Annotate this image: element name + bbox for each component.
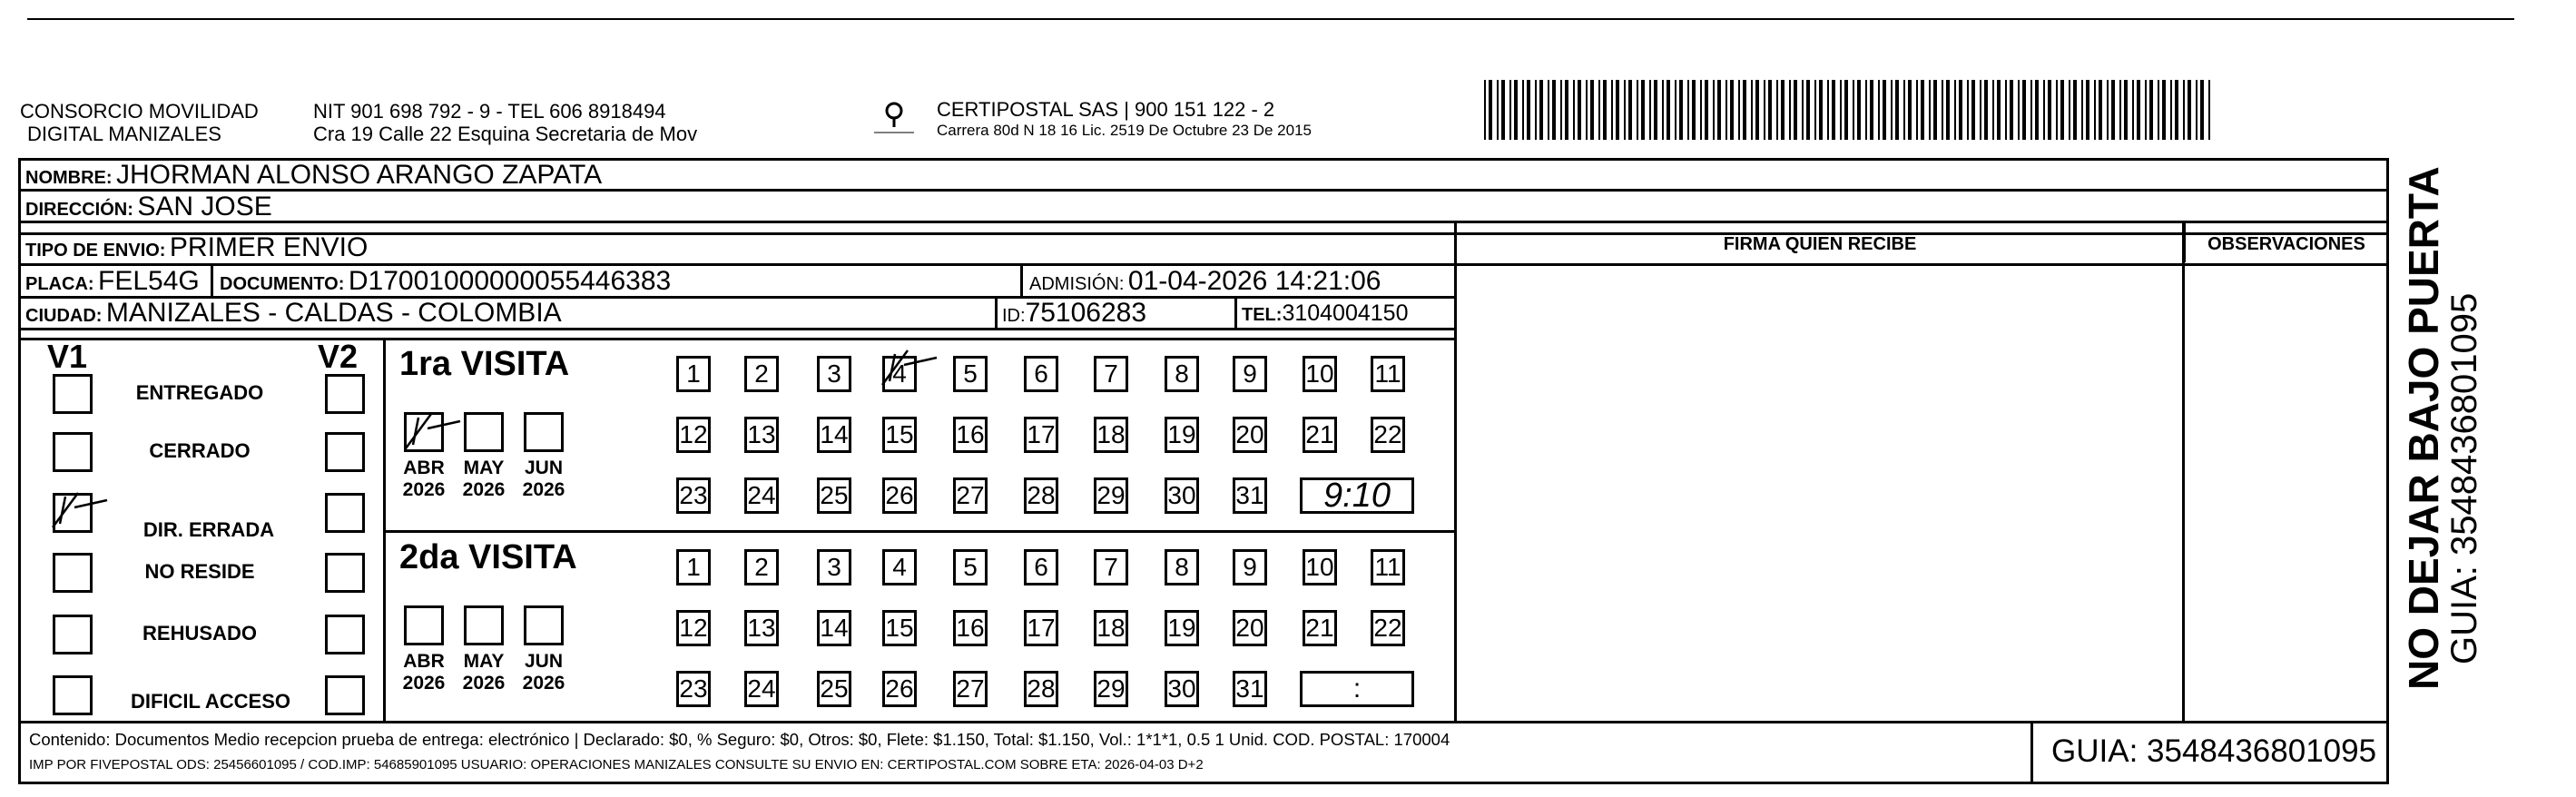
day-box[interactable]: 5	[953, 356, 988, 392]
obs-divider	[2182, 221, 2185, 723]
barcode-bar	[1929, 80, 1931, 140]
barcode-bar	[2094, 80, 2096, 140]
day-box[interactable]: 31	[1233, 671, 1267, 707]
visit-divider	[383, 338, 386, 721]
month-checkbox[interactable]	[464, 412, 504, 452]
day-box[interactable]: 1	[676, 356, 711, 392]
barcode-bar	[2208, 80, 2210, 140]
tel-field	[1242, 300, 1408, 327]
id-value: 75106283	[1025, 298, 1147, 328]
admision-field	[1029, 266, 1381, 297]
barcode-bar	[1548, 80, 1549, 140]
day-box[interactable]: 22	[1371, 417, 1405, 453]
sender-name	[20, 100, 259, 145]
barcode-bar	[2035, 80, 2039, 140]
status-label: DIR. ERRADA	[143, 518, 275, 541]
barcode-bar	[1895, 80, 1899, 140]
day-box[interactable]: 16	[953, 610, 988, 646]
id-divider	[995, 296, 998, 329]
placa-label: PLACA:	[25, 274, 94, 294]
month-name: JUN	[524, 651, 563, 672]
guia-divider	[2030, 721, 2033, 784]
courier-line-2: Carrera 80d N 18 16 Lic. 2519 De Octubre 23 De 2015	[937, 122, 1312, 139]
day-box[interactable]: 10	[1303, 356, 1337, 392]
v2-checkbox[interactable]	[325, 374, 365, 414]
placa-divider	[211, 263, 213, 296]
v1-checkbox[interactable]	[53, 675, 93, 715]
barcode-bar	[2048, 80, 2051, 140]
barcode-bar	[1641, 80, 1645, 140]
barcode-bar	[2183, 80, 2185, 140]
barcode-bar	[1573, 80, 1575, 140]
barcode-bar	[1598, 80, 1600, 140]
barcode-bar	[1908, 80, 1912, 140]
barcode-bar	[1603, 80, 1607, 140]
row-line	[18, 221, 2389, 223]
direccion-label: DIRECCIÓN:	[25, 200, 133, 220]
day-box[interactable]: 29	[1094, 671, 1128, 707]
tipo-row	[25, 232, 368, 263]
visit-separator	[383, 530, 1456, 533]
barcode-bar	[2022, 80, 2026, 140]
day-box[interactable]: 8	[1165, 549, 1199, 585]
month-label	[516, 651, 571, 694]
top-rule	[27, 18, 2514, 20]
day-box[interactable]: 4	[882, 356, 917, 392]
barcode-bar	[1662, 80, 1664, 140]
barcode-bar	[1857, 80, 1861, 140]
barcode-bar	[1997, 80, 2001, 140]
barcode-bar	[1971, 80, 1975, 140]
barcode-bar	[2099, 80, 2102, 140]
barcode-bar	[1827, 80, 1829, 140]
barcode-bar	[1565, 80, 1568, 140]
barcode-bar	[1738, 80, 1740, 140]
barcode-bar	[1933, 80, 1937, 140]
barcode	[1484, 80, 2215, 144]
barcode-bar	[1726, 80, 1727, 140]
time-box[interactable]: 9:10	[1300, 477, 1414, 514]
barcode-bar	[1552, 80, 1556, 140]
day-box[interactable]: 19	[1165, 417, 1199, 453]
no-dejar-warning: NO DEJAR BAJO PUERTA	[2400, 166, 2447, 690]
barcode-bar	[2043, 80, 2045, 140]
courier-line-1: CERTIPOSTAL SAS | 900 151 122 - 2	[937, 98, 1275, 121]
day-box[interactable]: 6	[1024, 549, 1058, 585]
month-checkbox[interactable]	[464, 605, 504, 645]
barcode-bar	[2200, 80, 2204, 140]
barcode-bar	[1853, 80, 1854, 140]
barcode-bar	[1497, 80, 1499, 140]
day-box[interactable]: 23	[676, 671, 711, 707]
month-year: 2026	[462, 479, 506, 500]
day-box[interactable]: 20	[1233, 417, 1267, 453]
day-box[interactable]: 15	[882, 417, 917, 453]
barcode-bar	[1522, 80, 1524, 140]
month-name: ABR	[403, 458, 445, 478]
barcode-bar	[2086, 80, 2089, 140]
month-year: 2026	[462, 673, 506, 694]
ciudad-label: CIUDAD:	[25, 306, 103, 326]
barcode-bar	[2170, 80, 2172, 140]
day-box[interactable]: 19	[1165, 610, 1199, 646]
barcode-bar	[2081, 80, 2083, 140]
side-guia: GUIA: 3548436801095	[2444, 292, 2484, 664]
barcode-bar	[1819, 80, 1823, 140]
nit-line: NIT 901 698 792 - 9 - TEL 606 8918494	[313, 100, 666, 123]
day-box[interactable]: 20	[1233, 610, 1267, 646]
nombre-row	[25, 160, 602, 191]
month-name: MAY	[463, 458, 505, 478]
ciudad-field	[25, 298, 562, 329]
header-underline	[1454, 263, 2389, 266]
day-box[interactable]: 23	[676, 477, 711, 514]
day-box[interactable]: 13	[744, 610, 779, 646]
barcode-bar	[2188, 80, 2191, 140]
v1-checkbox[interactable]	[53, 374, 93, 414]
day-check-mark	[877, 345, 940, 390]
barcode-bar	[1654, 80, 1657, 140]
day-box[interactable]: 30	[1165, 477, 1199, 514]
day-box[interactable]: 26	[882, 477, 917, 514]
barcode-bar	[1921, 80, 1924, 140]
barcode-bar	[1578, 80, 1581, 140]
day-box[interactable]: 22	[1371, 610, 1405, 646]
barcode-bar	[1984, 80, 1988, 140]
day-box[interactable]: 15	[882, 610, 917, 646]
day-box[interactable]: 12	[676, 417, 711, 453]
month-name: JUN	[524, 458, 563, 478]
barcode-bar	[1832, 80, 1835, 140]
id-label: ID:	[1002, 306, 1026, 326]
day-box[interactable]: 25	[817, 477, 851, 514]
month-year: 2026	[402, 479, 446, 500]
day-box[interactable]: 27	[953, 477, 988, 514]
nombre-value: JHORMAN ALONSO ARANGO ZAPATA	[116, 160, 603, 190]
barcode-bar	[1535, 80, 1537, 140]
barcode-bar	[2119, 80, 2121, 140]
sender-line-1: CONSORCIO MOVILIDAD	[20, 100, 259, 123]
barcode-bar	[2073, 80, 2077, 140]
documento-value: D17001000000055446383	[348, 266, 672, 296]
barcode-bar	[1679, 80, 1683, 140]
id-field	[1002, 298, 1146, 329]
month-checkbox[interactable]	[524, 605, 564, 645]
guia-box: GUIA: 3548436801095	[2051, 733, 2377, 769]
month-label	[397, 651, 451, 694]
obs-divider-top	[2183, 221, 2186, 262]
barcode-bar	[2175, 80, 2178, 140]
documento-label: DOCUMENTO:	[220, 274, 345, 294]
status-label: CERRADO	[149, 439, 251, 462]
direccion-value: SAN JOSE	[137, 192, 272, 221]
tel-divider	[1234, 296, 1237, 329]
barcode-bar	[1586, 80, 1588, 140]
v2-checkbox[interactable]	[325, 553, 365, 593]
day-box[interactable]: 24	[744, 477, 779, 514]
status-label: DIFICIL ACCESO	[130, 690, 290, 713]
month-year: 2026	[402, 673, 446, 694]
barcode-bar	[2132, 80, 2134, 140]
barcode-bar	[1959, 80, 1962, 140]
month-label	[516, 458, 571, 501]
day-box[interactable]: 17	[1024, 610, 1058, 646]
barcode-bar	[1637, 80, 1638, 140]
tel-value: 3104004150	[1282, 300, 1409, 326]
contenido-text: Contenido: Documentos Medio recepcion prueba de entrega: electrónico | Declarado: $0, % Seguro: $0, Otros: $0, Flete: $1.150, Total: $1.150, Vol.: 1*1*1, 0.5 1 Unid. COD. POSTAL: 170004	[29, 730, 1450, 749]
barcode-bar	[1980, 80, 1981, 140]
v1-check-mark	[47, 487, 111, 533]
day-box[interactable]: 3	[817, 549, 851, 585]
barcode-bar	[1768, 80, 1772, 140]
day-box[interactable]: 12	[676, 610, 711, 646]
day-box[interactable]: 26	[882, 671, 917, 707]
barcode-bar	[1743, 80, 1746, 140]
day-box[interactable]: 4	[882, 549, 917, 585]
barcode-bar	[1802, 80, 1804, 140]
day-box[interactable]: 9	[1233, 356, 1267, 392]
day-box[interactable]: 8	[1165, 356, 1199, 392]
barcode-bar	[1806, 80, 1810, 140]
barcode-bar	[1700, 80, 1702, 140]
day-box[interactable]: 16	[953, 417, 988, 453]
day-box[interactable]: 28	[1024, 671, 1058, 707]
day-box[interactable]: 2	[744, 549, 779, 585]
barcode-bar	[1489, 80, 1492, 140]
direccion-row	[25, 192, 272, 222]
barcode-bar	[1840, 80, 1842, 140]
day-box[interactable]: 18	[1094, 610, 1128, 646]
status-label: REHUSADO	[143, 622, 257, 644]
tipo-value: PRIMER ENVIO	[169, 232, 369, 262]
barcode-bar	[1527, 80, 1530, 140]
day-box[interactable]: 11	[1371, 549, 1405, 585]
day-box[interactable]: 1	[676, 549, 711, 585]
barcode-bar	[2060, 80, 2064, 140]
day-box[interactable]: 5	[953, 549, 988, 585]
barcode-bar	[1781, 80, 1785, 140]
barcode-bar	[1891, 80, 1893, 140]
visit-title: 1ra VISITA	[399, 345, 570, 383]
day-box[interactable]: 7	[1094, 356, 1128, 392]
barcode-bar	[1844, 80, 1848, 140]
admision-value: 01-04-2026 14:21:06	[1127, 266, 1381, 296]
barcode-bar	[1776, 80, 1778, 140]
barcode-bar	[1903, 80, 1905, 140]
barcode-bar	[1484, 80, 1486, 140]
day-box[interactable]: 11	[1371, 356, 1405, 392]
barcode-bar	[1509, 80, 1511, 140]
barcode-bar	[1794, 80, 1797, 140]
v1-label: V1	[47, 338, 88, 375]
barcode-bar	[2149, 80, 2153, 140]
barcode-bar	[1539, 80, 1543, 140]
day-box[interactable]: 18	[1094, 417, 1128, 453]
v2-checkbox[interactable]	[325, 432, 365, 472]
barcode-bar	[1878, 80, 1880, 140]
day-box[interactable]: 3	[817, 356, 851, 392]
tipo-label: TIPO DE ENVIO:	[25, 241, 166, 261]
barcode-bar	[2145, 80, 2147, 140]
day-box[interactable]: 14	[817, 417, 851, 453]
day-box[interactable]: 14	[817, 610, 851, 646]
barcode-bar	[2124, 80, 2128, 140]
barcode-bar	[1560, 80, 1562, 140]
day-box[interactable]: 21	[1303, 610, 1337, 646]
barcode-bar	[2010, 80, 2013, 140]
month-year: 2026	[522, 479, 565, 500]
barcode-bar	[1717, 80, 1721, 140]
day-box[interactable]: 21	[1303, 417, 1337, 453]
firma-divider	[1454, 221, 1457, 723]
ciudad-value: MANIZALES - CALDAS - COLOMBIA	[105, 298, 562, 328]
barcode-bar	[2111, 80, 2115, 140]
row-line	[18, 338, 1457, 340]
barcode-bar	[1713, 80, 1715, 140]
barcode-bar	[1705, 80, 1708, 140]
barcode-bar	[1870, 80, 1873, 140]
day-box[interactable]: 25	[817, 671, 851, 707]
barcode-bar	[2030, 80, 2032, 140]
tel-label: TEL:	[1242, 305, 1283, 325]
day-box[interactable]: 6	[1024, 356, 1058, 392]
barcode-bar	[1946, 80, 1950, 140]
status-label: NO RESIDE	[144, 560, 255, 583]
month-label	[457, 651, 511, 694]
v1-checkbox[interactable]	[53, 432, 93, 472]
month-label	[457, 458, 511, 501]
admision-label: ADMISIÓN:	[1029, 274, 1125, 294]
day-box[interactable]: 17	[1024, 417, 1058, 453]
barcode-bar	[2069, 80, 2070, 140]
address-line: Cra 19 Calle 22 Esquina Secretaria de Mov	[313, 123, 698, 145]
day-box[interactable]: 24	[744, 671, 779, 707]
documento-field	[220, 266, 671, 297]
barcode-bar	[1789, 80, 1791, 140]
visit-title: 2da VISITA	[399, 538, 577, 576]
barcode-bar	[2005, 80, 2007, 140]
v1-checkbox[interactable]	[53, 615, 93, 654]
barcode-bar	[1649, 80, 1651, 140]
day-box[interactable]: 9	[1233, 549, 1267, 585]
barcode-bar	[1628, 80, 1632, 140]
v2-label: V2	[318, 338, 359, 375]
barcode-bar	[2056, 80, 2058, 140]
barcode-bar	[1916, 80, 1918, 140]
barcode-bar	[1967, 80, 1969, 140]
observaciones-header: OBSERVACIONES	[2207, 234, 2365, 254]
placa-field	[25, 266, 200, 297]
month-name: MAY	[463, 651, 505, 672]
barcode-bar	[2137, 80, 2140, 140]
month-year: 2026	[522, 673, 565, 694]
firma-header: FIRMA QUIEN RECIBE	[1723, 234, 1917, 254]
barcode-bar	[2107, 80, 2109, 140]
barcode-bar	[2162, 80, 2166, 140]
barcode-bar	[1942, 80, 1943, 140]
month-name: ABR	[403, 651, 445, 672]
barcode-bar	[1814, 80, 1816, 140]
barcode-bar	[1692, 80, 1696, 140]
day-box[interactable]: 28	[1024, 477, 1058, 514]
barcode-bar	[2158, 80, 2159, 140]
barcode-bar	[1883, 80, 1886, 140]
barcode-bar	[1514, 80, 1518, 140]
barcode-bar	[1611, 80, 1613, 140]
barcode-bar	[1675, 80, 1676, 140]
day-box[interactable]: 27	[953, 671, 988, 707]
imp-text: IMP POR FIVEPOSTAL ODS: 25456601095 / COD.IMP: 54685901095 USUARIO: OPERACIONES MANIZALES CONSULTE SU ENVIO EN: CERTIPOSTAL.COM SOBRE ETA: 2026-04-03 D+2	[29, 757, 1204, 772]
footer-line	[18, 721, 2389, 723]
barcode-bar	[1751, 80, 1753, 140]
barcode-bar	[1865, 80, 1867, 140]
barcode-bar	[1624, 80, 1626, 140]
barcode-bar	[1764, 80, 1765, 140]
month-checkbox[interactable]	[404, 605, 444, 645]
barcode-bar	[1730, 80, 1734, 140]
day-box[interactable]: 10	[1303, 549, 1337, 585]
placa-value: FEL54G	[98, 266, 200, 296]
barcode-bar	[1590, 80, 1594, 140]
courier-logo-icon	[867, 98, 921, 143]
v1-checkbox[interactable]	[53, 553, 93, 593]
v2-checkbox[interactable]	[325, 675, 365, 715]
month-checkbox[interactable]	[524, 412, 564, 452]
day-box[interactable]: 29	[1094, 477, 1128, 514]
nombre-label: NOMBRE:	[25, 168, 113, 188]
day-box[interactable]: 31	[1233, 477, 1267, 514]
admision-divider	[1020, 263, 1023, 296]
barcode-bar	[1501, 80, 1505, 140]
day-box[interactable]: 30	[1165, 671, 1199, 707]
courier-info	[937, 98, 1312, 141]
time-box[interactable]: :	[1300, 671, 1414, 707]
barcode-bar	[1954, 80, 1956, 140]
day-box[interactable]: 7	[1094, 549, 1128, 585]
barcode-bar	[1687, 80, 1689, 140]
barcode-bar	[1755, 80, 1759, 140]
v2-checkbox[interactable]	[325, 615, 365, 654]
day-box[interactable]: 2	[744, 356, 779, 392]
v2-checkbox[interactable]	[325, 493, 365, 533]
status-label: ENTREGADO	[135, 381, 264, 404]
barcode-bar	[2196, 80, 2197, 140]
sender-info	[313, 100, 697, 145]
barcode-bar	[1992, 80, 1994, 140]
month-label	[397, 458, 451, 501]
sender-line-2: DIGITAL MANIZALES	[27, 123, 221, 145]
barcode-bar	[1667, 80, 1670, 140]
barcode-bar	[1616, 80, 1619, 140]
day-box[interactable]: 13	[744, 417, 779, 453]
side-text	[2400, 166, 2484, 690]
month-check-mark	[400, 408, 464, 454]
barcode-bar	[2018, 80, 2020, 140]
